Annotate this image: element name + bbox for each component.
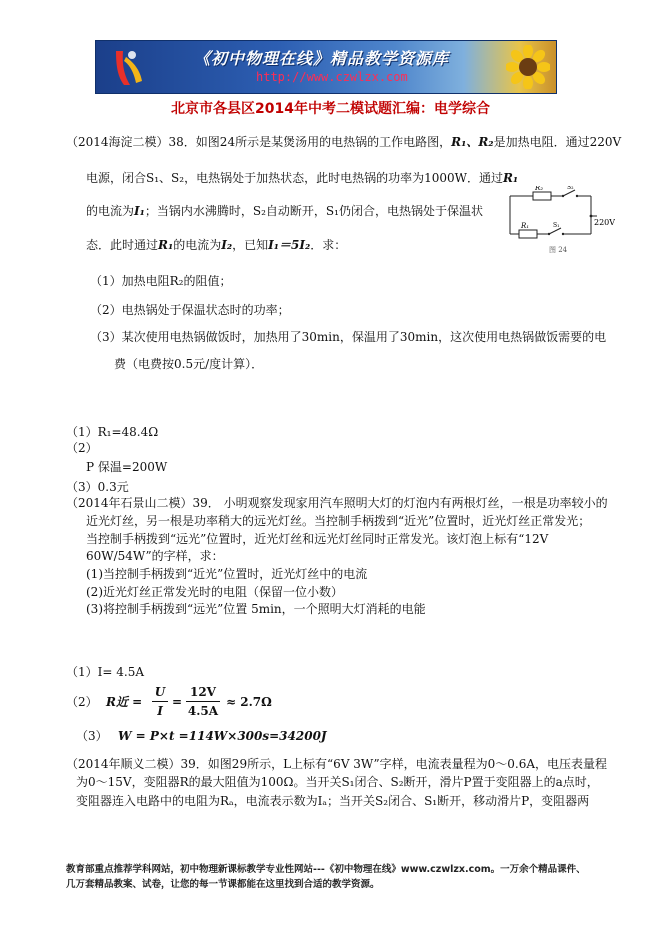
q1-sub2: （2）电热锅处于保温状态时的功率； [90,303,290,317]
q1-line1 [66,134,621,150]
q1-line2-text: 电源，闭合S₁、S₂，电热锅处于加热状态，此时电热锅的功率为1000W．通过 [86,171,503,185]
q2-line3: 当控制手柄拨到“远光”位置时，近光灯丝和远光灯丝同时正常发光。该灯泡上标有“12V [86,532,549,546]
fraction-bar [186,701,220,702]
q1-line3-i1: I₁ [134,204,145,218]
q2-line6: (2)近光灯丝正常发光时的电阻（保留一位小数） [86,585,343,599]
q1-sub1: （1）加热电阻R₂的阻值； [90,274,232,288]
a2-fraction-i: I [157,704,163,718]
q1-line4-text-c: ，已知 [232,238,269,252]
q1-sub3a: （3）某次使用电热锅做饭时，加热用了30min，保温用了30min，这次使用电热锅做饭需要的电 [90,330,607,344]
a2-line2-label: （2） [66,695,98,709]
q1-line4-text-d: ．求： [310,238,347,252]
header-banner [95,40,557,94]
a2-equals: = [172,695,183,709]
q2-line5: (1)当控制手柄拨到“近光”位置时，近光灯丝中的电流 [86,567,368,581]
q1-line4-text-b: 的电流为 [173,238,222,252]
a1-line4: （3）0.3元 [66,480,129,494]
q1-line4-text-a: 态．此时通过 [86,238,159,252]
circuit-figure-24 [505,186,615,256]
q3-line1: （2014年顺义二模）39．如图29所示，L上标有“6V 3W”字样，电流表量程为0～0.6A，电压表量程 [66,757,608,771]
a2-fraction-4-5a: 4.5A [187,704,219,718]
q1-line3-text-a: 的电流为 [86,204,135,218]
q1-line2-r1: R₁ [502,171,519,185]
banner-title: 《初中物理在线》精品教学资源库 [194,49,450,68]
a2-fraction-12v: 12V [189,685,216,699]
fig-label-s2: S₂ [567,186,574,191]
sunflower-icon [506,45,550,89]
q1-text-a: （2014海淀二模）38．如图24所示是某煲汤用的电热锅的工作电路图， [66,135,452,149]
fig-label-s1: S₁ [553,222,560,229]
fraction-bar [152,701,168,702]
q3-line2: 为0～15V，变阻器R的最大阻值为100Ω。当开关S₁闭合、S₂断开，滑片P置于变阻器上的a点时， [76,775,599,789]
a1-line2: （2） [66,441,98,455]
a2-formula-lhs: R近 = [106,695,143,709]
fig-label-voltage: 220V [594,218,615,227]
a2-fraction-ui [152,684,168,719]
q1-line4-i2: I₂ [221,238,233,252]
page-title: 北京市各县区2014年中考二模试题汇编：电学综合 [171,101,490,117]
q2-line1: （2014年石景山二模）39． 小明观察发现家用汽车照明大灯的灯泡内有两根灯丝，一根是功率较小的 [66,496,608,510]
a2-line1: （1）I= 4.5A [66,665,144,679]
a2-fraction-u: U [154,685,166,699]
q1-line4 [86,237,346,253]
a2-result: ≈ 2.7Ω [226,695,272,709]
q1-line4-r1: R₁ [158,238,174,252]
a1-line1: （1）R₁=48.4Ω [66,425,159,439]
page-footer [66,862,586,892]
a2-fraction-values [186,684,220,719]
q2-line2: 近光灯丝，另一根是功率稍大的远光灯丝。当控制手柄拨到“近光”位置时，近光灯丝正常发光； [86,514,591,528]
site-logo-icon [110,47,146,87]
q2-line7: (3)将控制手柄拨到“远光”位置 5min，一个照明大灯消耗的电能 [86,602,426,616]
q1-line4-relation: I₁＝5I₂ [268,238,311,252]
q1-r1r2: R₁、R₂ [451,135,494,149]
a2-line3: W = P×t =114W×300s=34200J [118,729,327,743]
r2-resistor [533,192,551,200]
r1-resistor [519,230,537,238]
q1-line3-text-b: ；当锅内水沸腾时，S₂自动断开，S₁仍闭合，电热锅处于保温状 [144,204,483,218]
footer-line2: 几万套精品教案、试卷，让您的每一节课都能在这里找到合适的教学资源。 [66,879,380,890]
q2-line4: 60W/54W”的字样，求： [86,549,224,563]
fig-caption: 图 24 [549,246,568,254]
banner-url-link[interactable]: http://www.czwlzx.com [256,70,408,84]
q1-line3 [86,203,483,219]
fig-label-r1: R₁ [521,222,530,230]
q3-line3: 变阻器连入电路中的电阻为Rₐ，电流表示数为Iₐ；当开关S₂闭合、S₁断开，移动滑片P，变阻器两 [76,794,590,808]
footer-line1: 教育部重点推荐学科网站，初中物理新课标教学专业性网站---《初中物理在线》www.czwlzx.com。一万余个精品课件、 [66,864,586,875]
q1-text-b: 是加热电阻．通过220V [493,135,622,149]
q1-line2 [86,170,518,186]
a2-line3-label: （3） [76,729,108,743]
q1-sub3b: 费（电费按0.5元/度计算）． [114,357,264,371]
a2-formula-2 [66,684,326,720]
fig-label-r2: R₂ [535,186,544,192]
a1-line3: P 保温=200W [86,460,168,474]
